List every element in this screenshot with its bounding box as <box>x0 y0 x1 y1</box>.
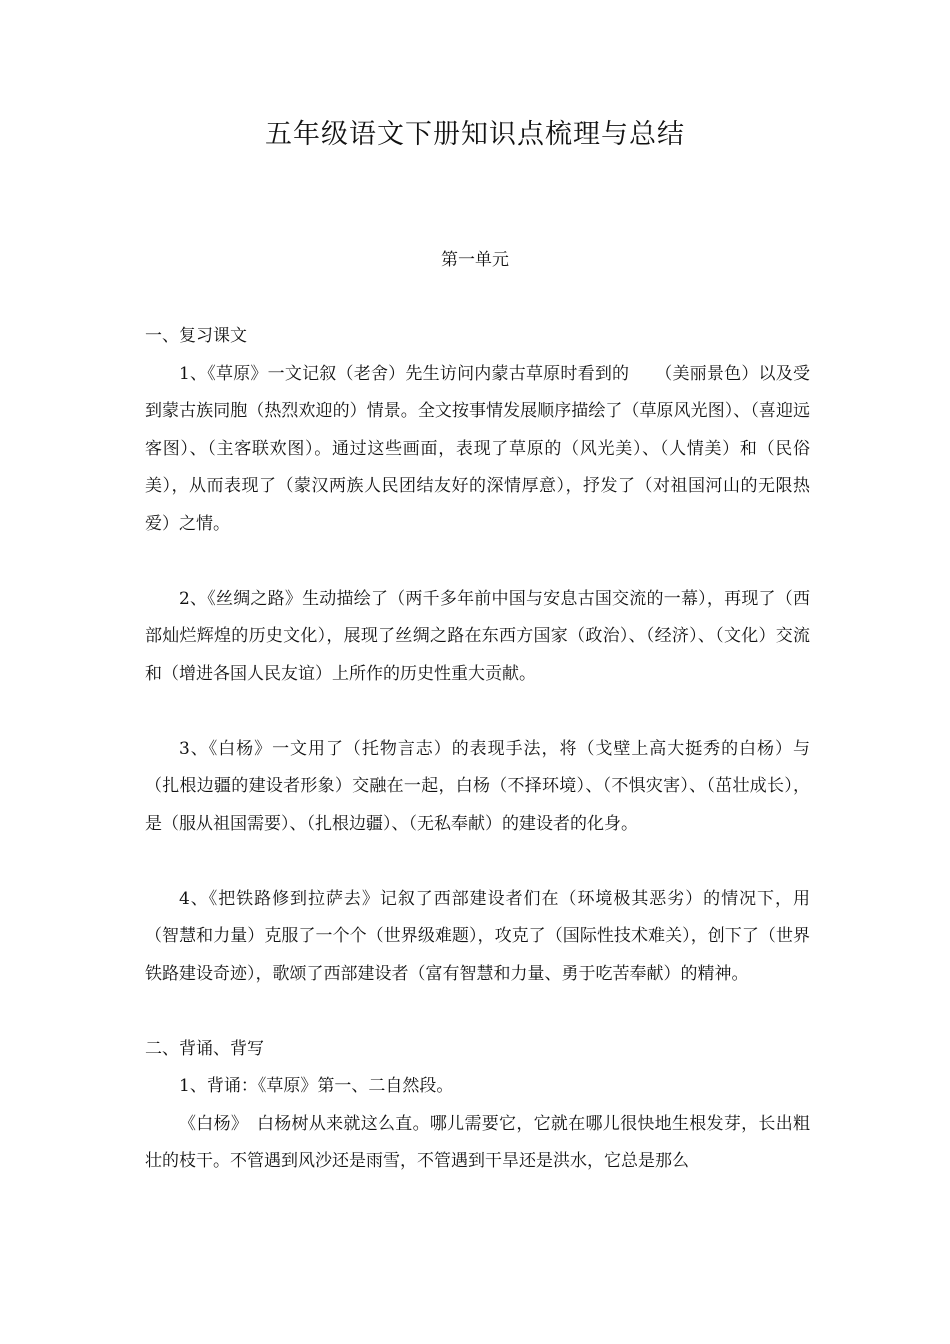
section-heading-recite: 二、背诵、背写 <box>145 1038 264 1059</box>
paragraph-caoyuan: 1、《草原》一文记叙（老舍）先生访问内蒙古草原时看到的 （美丽景色）以及受到蒙古族同胞（热烈欢迎的）情景。全文按事情发展顺序描绘了（草原风光图）、（喜迎远客图）、（主客联欢图）。通过这些画面，表现了草原的（风光美）、（人情美）和（民俗美），从而表现了（蒙汉两族人民团结友好的深情厚意），抒发了（对祖国河山的无限热爱）之情。 <box>145 363 810 534</box>
paragraph-gap <box>145 843 810 881</box>
paragraph-gap <box>145 993 810 1031</box>
recite-item-1: 1、背诵：《草原》第一、二自然段。 <box>179 1076 454 1096</box>
recite-item-baiyang: 《白杨》 白杨树从来就这么直。哪儿需要它，它就在哪儿很快地生根发芽，长出粗壮的枝干。不管遇到风沙还是雨雪，不管遇到干旱还是洪水，它总是那么 <box>145 1113 810 1171</box>
paragraph-baiyang: 3、《白杨》一文用了（托物言志）的表现手法，将（戈壁上高大挺秀的白杨）与（扎根边疆的建设者形象）交融在一起，白杨（不择环境）、（不惧灾害）、（茁壮成长），是（服从祖国需要）、（扎根边疆）、（无私奉献）的建设者的化身。 <box>145 738 810 834</box>
document-body <box>145 318 810 1181</box>
paragraph-railway: 4、《把铁路修到拉萨去》记叙了西部建设者们在（环境极其恶劣）的情况下，用（智慧和力量）克服了一个个（世界级难题），攻克了（国际性技术难关），创下了（世界铁路建设奇迹），歌颂了西部建设者（富有智慧和力量、勇于吃苦奉献）的精神。 <box>145 888 810 984</box>
paragraph-gap <box>145 543 810 581</box>
paragraph-silk-road: 2、《丝绸之路》生动描绘了（两千多年前中国与安息古国交流的一幕），再现了（西部灿烂辉煌的历史文化），展现了丝绸之路在东西方国家（政治）、（经济）、（文化）交流和（增进各国人民友谊）上所作的历史性重大贡献。 <box>145 588 810 684</box>
paragraph-gap <box>145 693 810 731</box>
section-heading-review: 一、复习课文 <box>145 326 247 346</box>
document-title: 五年级语文下册知识点梳理与总结 <box>265 119 685 150</box>
unit-heading: 第一单元 <box>441 250 509 270</box>
